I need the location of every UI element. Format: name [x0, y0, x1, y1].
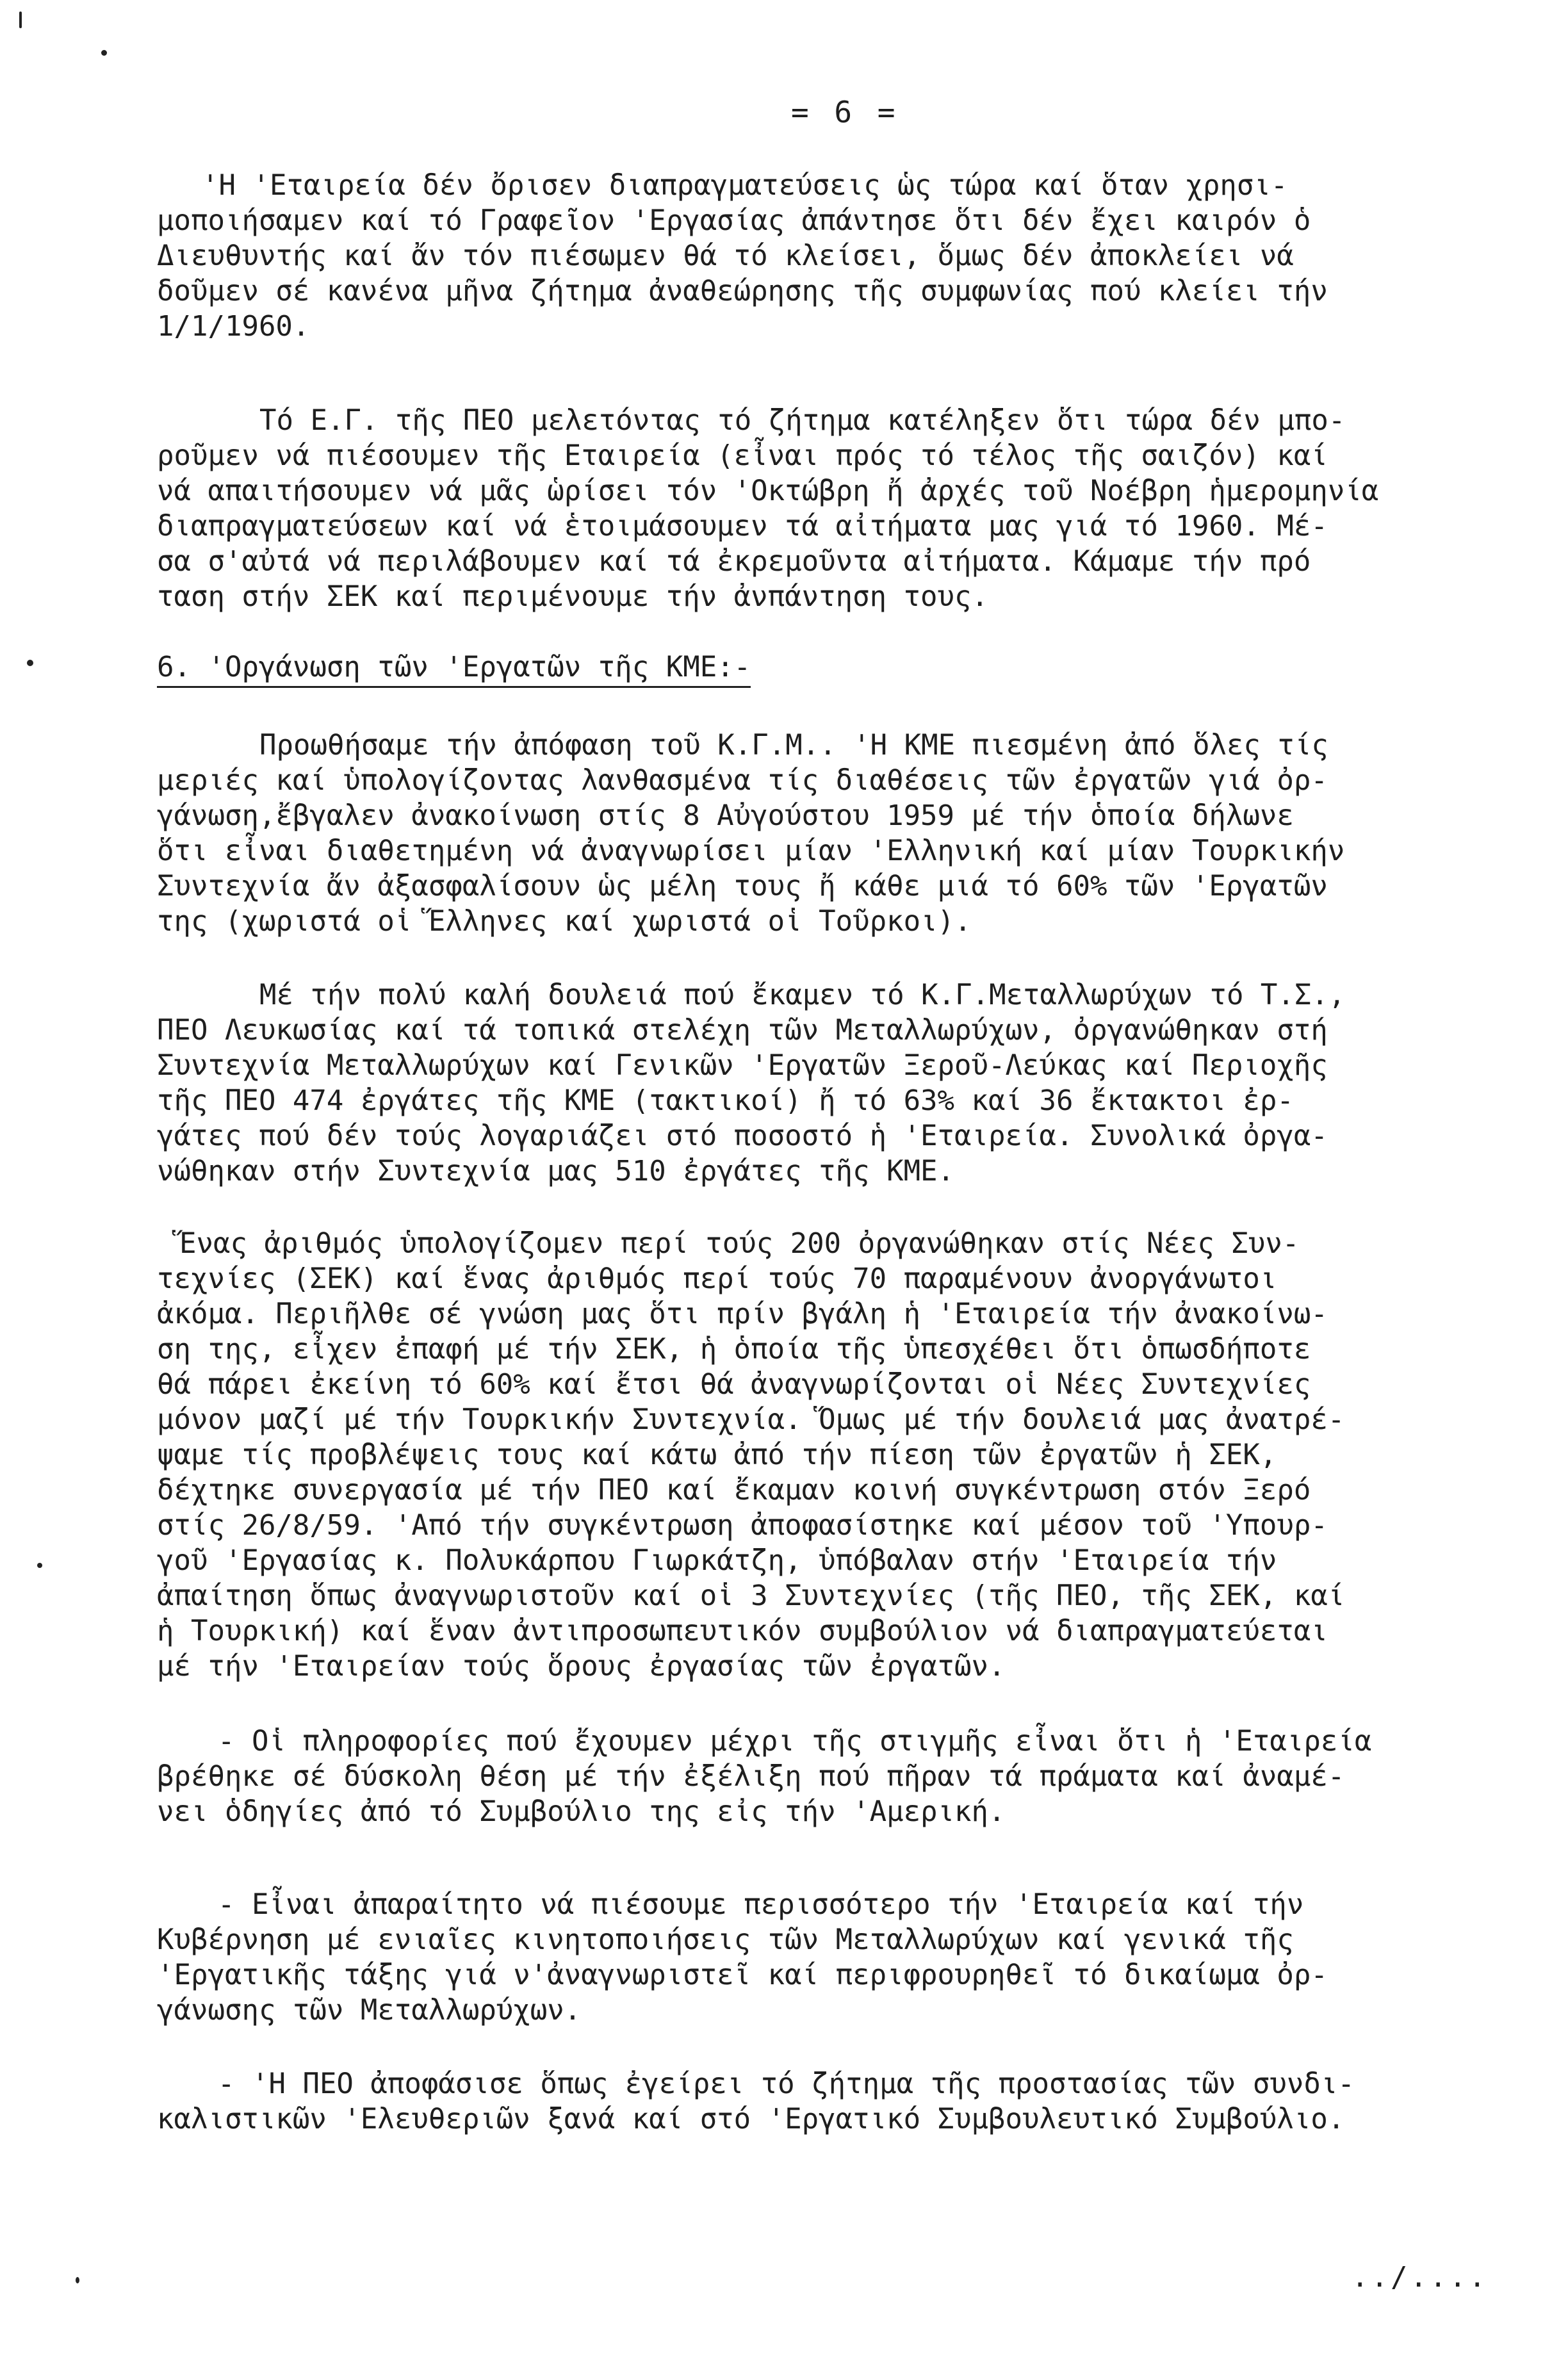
text-line: δοῦμεν σέ κανένα μῆνα ζήτημα ἀναθεώρησης τῆς συμφωνίας πού κλείει τήν — [157, 275, 1328, 307]
continuation-mark: ../.... — [1352, 2261, 1489, 2294]
text-line: διαπραγματεύσεων καί νά ἑτοιμάσουμεν τά αἰτήματα μας γιά τό 1960. Μέ- — [157, 510, 1328, 543]
text-line: μόνον μαζί μέ τήν Τουρκικήν Συντεχνία. Ὅμως μέ τήν δουλειά μας ἀνατρέ- — [157, 1403, 1345, 1436]
paragraph-kme-announcement — [157, 728, 1531, 939]
paragraph-company-difficulty — [157, 1724, 1531, 1829]
document-body — [157, 168, 1531, 2137]
text-line: Συντεχνία Μεταλλωρύχων καί Γενικῶν 'Εργατῶν Ξεροῦ-Λεύκας καί Περιοχῆς — [157, 1049, 1328, 1082]
text-line: 'Η 'Εταιρεία δέν ὄρισεν διαπραγματεύσεις ὡς τώρα καί ὅταν χρησι- — [202, 169, 1288, 202]
paragraph-executive-bureau — [157, 403, 1531, 614]
text-line: Μέ τήν πολύ καλή δουλειά πού ἔκαμεν τό Κ.Γ.Μεταλλωρύχων τό Τ.Σ., — [259, 979, 1346, 1011]
text-line: Διευθυντής καί ἄν τόν πιέσωμεν θά τό κλείσει, ὅμως δέν ἀποκλείει νά — [157, 240, 1294, 272]
text-line: νά απαιτήσουμεν νά μᾶς ὡρίσει τόν 'Οκτώβρη ἤ ἀρχές τοῦ Νοέβρη ἡμερομηνία — [157, 475, 1379, 507]
text-line: νει ὁδηγίες ἀπό τό Συμβούλιο της εἰς τήν 'Αμερική. — [157, 1795, 1006, 1828]
text-line: σα σ'αὐτά νά περιλάβουμεν καί τά ἐκρεμοῦντα αἰτήματα. Κάμαμε τήν πρό — [157, 545, 1311, 578]
section-heading: 6. 'Οργάνωση τῶν 'Εργατῶν τῆς ΚΜΕ:- — [157, 649, 751, 688]
paragraph-negotiations — [157, 168, 1531, 344]
text-line: μεριές καί ὑπολογίζοντας λανθασμένα τίς διαθέσεις τῶν ἐργατῶν γιά ὀρ- — [157, 764, 1328, 797]
text-line: νώθηκαν στήν Συντεχνία μας 510 ἐργάτες τῆς ΚΜΕ. — [157, 1155, 955, 1188]
text-line: ψαμε τίς προβλέψεις τους καί κάτω ἀπό τήν πίεση τῶν ἐργατῶν ἡ ΣΕΚ, — [157, 1439, 1277, 1471]
text-line: γάνωση,ἔβγαλεν ἀνακοίνωση στίς 8 Αὐγούστου 1959 μέ τήν ὁποία δήλωνε — [157, 799, 1294, 832]
text-line: γοῦ 'Εργασίας κ. Πολυκάρπου Γιωρκάτζη, ὑπόβαλαν στήν 'Εταιρεία τήν — [157, 1544, 1277, 1577]
text-line: τεχνίες (ΣΕΚ) καί ἕνας ἀριθμός περί τούς 70 παραμένουν ἀνοργάνωτοι — [157, 1262, 1277, 1295]
text-line: ΠΕΟ Λευκωσίας καί τά τοπικά στελέχη τῶν Μεταλλωρύχων, ὀργανώθηκαν στή — [157, 1014, 1328, 1047]
scan-speck — [27, 660, 33, 666]
paragraph-new-unions — [157, 1226, 1531, 1684]
scan-speck — [76, 2277, 79, 2283]
scan-speck — [19, 12, 22, 28]
text-line: ἀκόμα. Περιῆλθε σέ γνώση μας ὅτι πρίν βγάλη ἡ 'Εταιρεία τήν ἀνακοίνω- — [157, 1298, 1328, 1330]
text-line: 1/1/1960. — [157, 310, 310, 343]
text-line: ροῦμεν νά πιέσουμεν τῆς Εταιρεία (εἶναι πρός τό τέλος τῆς σαιζόν) καί — [157, 439, 1328, 472]
text-line: - Εἶναι ἀπαραίτητο νά πιέσουμε περισσότερο τήν 'Εταιρεία καί τήν — [218, 1888, 1304, 1921]
text-line: θά πάρει ἐκείνη τό 60% καί ἔτσι θά ἀναγνωρίζονται οἱ Νέες Συντεχνίες — [157, 1368, 1311, 1401]
page-number: = 6 = — [791, 95, 899, 129]
text-line: ταση στήν ΣΕΚ καί περιμένουμε τήν ἀνπάντηση τους. — [157, 580, 989, 613]
text-line: τῆς ΠΕΟ 474 ἐργάτες τῆς ΚΜΕ (τακτικοί) ἤ τό 63% καί 36 ἔκτακτοι ἐρ- — [157, 1084, 1294, 1117]
text-line: μέ τήν 'Εταιρείαν τούς ὅρους ἐργασίας τῶν ἐργατῶν. — [157, 1650, 1006, 1683]
text-line: ση της, εἶχεν ἐπαφή μέ τήν ΣΕΚ, ἡ ὁποία τῆς ὑπεσχέθει ὅτι ὁπωσδήποτε — [157, 1333, 1311, 1366]
text-line: Ἕνας ἀριθμός ὑπολογίζομεν περί τούς 200 ὀργανώθηκαν στίς Νέες Συν- — [179, 1227, 1300, 1260]
text-line: - Οἱ πληροφορίες πού ἔχουμεν μέχρι τῆς στιγμῆς εἶναι ὅτι ἡ 'Εταιρεία — [218, 1725, 1372, 1758]
text-line: Προωθήσαμε τήν ἀπόφαση τοῦ Κ.Γ.Μ.. 'Η ΚΜΕ πιεσμένη ἀπό ὅλες τίς — [259, 729, 1328, 762]
paragraph-pressure-government — [157, 1887, 1531, 2028]
text-line: μοποιήσαμεν καί τό Γραφεῖον 'Εργασίας ἀπάντησε ὅτι δέν ἔχει καιρόν ὁ — [157, 204, 1311, 237]
text-line: καλιστικῶν 'Ελευθεριῶν ξανά καί στό 'Εργατικό Συμβουλευτικό Συμβούλιο. — [157, 2103, 1345, 2135]
scan-speck — [101, 50, 107, 56]
text-line: δέχτηκε συνεργασία μέ τήν ΠΕΟ καί ἔκαμαν κοινή συγκέντρωση στόν Ξερό — [157, 1474, 1311, 1506]
text-line: - 'Η ΠΕΟ ἀποφάσισε ὅπως ἐγείρει τό ζήτημα τῆς προστασίας τῶν συνδι- — [218, 2068, 1355, 2100]
text-line: στίς 26/8/59. 'Από τήν συγκέντρωση ἀποφασίστηκε καί μέσον τοῦ 'Υπουρ- — [157, 1509, 1328, 1542]
scan-speck — [37, 1563, 42, 1568]
text-line: της (χωριστά οἱ Ἕλληνες καί χωριστά οἱ Τοῦρκοι). — [157, 905, 972, 938]
text-line: Κυβέρνηση μέ ενιαῖες κινητοποιήσεις τῶν Μεταλλωρύχων καί γενικά τῆς — [157, 1923, 1294, 1956]
paragraph-peo-decision — [157, 2066, 1531, 2137]
text-line: Τό Ε.Γ. τῆς ΠΕΟ μελετόντας τό ζήτημα κατέληξεν ὅτι τώρα δέν μπο- — [259, 404, 1346, 437]
text-line: Συντεχνία ἄν ἀξασφαλίσουν ὡς μέλη τους ἤ κάθε μιά τό 60% τῶν 'Εργατῶν — [157, 870, 1328, 902]
text-line: 'Εργατικῆς τάξης γιά ν'ἀναγνωριστεῖ καί περιφρουρηθεῖ τό δικαίωμα ὀρ- — [157, 1959, 1328, 1991]
paragraph-miners-organized — [157, 977, 1531, 1189]
text-line: ἡ Τουρκική) καί ἕναν ἀντιπροσωπευτικόν συμβούλιον νά διαπραγματεύεται — [157, 1615, 1328, 1647]
text-line: ὅτι εἶναι διαθετημένη νά ἀναγνωρίσει μίαν 'Ελληνική καί μίαν Τουρκικήν — [157, 835, 1345, 867]
text-line: γάνωσης τῶν Μεταλλωρύχων. — [157, 1994, 582, 2027]
text-line: ἀπαίτηση ὅπως ἀναγνωριστοῦν καί οἱ 3 Συντεχνίες (τῆς ΠΕΟ, τῆς ΣΕΚ, καί — [157, 1579, 1345, 1612]
text-line: βρέθηκε σέ δύσκολη θέση μέ τήν ἐξέλιξη πού πῆραν τά πράματα καί ἀναμέ- — [157, 1760, 1345, 1793]
text-line: γάτες πού δέν τούς λογαριάζει στό ποσοστό ἡ 'Εταιρεία. Συνολικά ὀργα- — [157, 1120, 1328, 1152]
